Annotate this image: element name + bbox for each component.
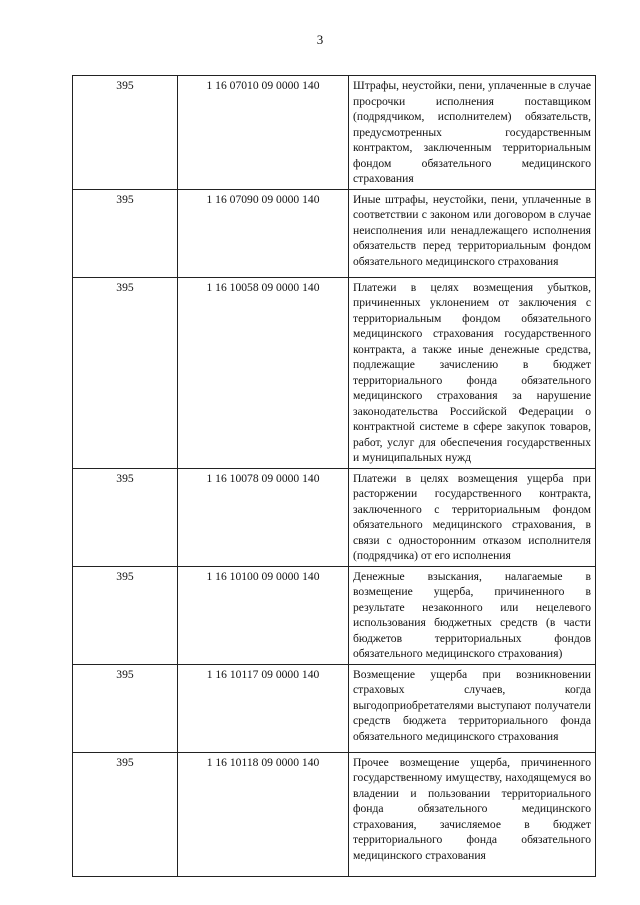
admin-code-cell: 395 bbox=[73, 189, 178, 277]
description-cell: Платежи в целях возмещения убытков, причиненных уклонением от заключения с территориальным фондом обязательного медицинского страхования государственного контракта, а также иные денежные средства, подлежащие зачислению в бюджет территориального фонда обязательного медицинского страхования за нарушение законодательства Российской Федерации о контрактной системе в сфере закупок товаров, работ, услуг для обеспечения государственных и муниципальных нужд bbox=[349, 277, 596, 468]
budget-code-cell: 1 16 10058 09 0000 140 bbox=[178, 277, 349, 468]
admin-code-cell: 395 bbox=[73, 664, 178, 752]
description-cell: Возмещение ущерба при возникновении страховых случаев, когда выгодоприобретателями выступают получатели средств бюджета территориального фонда обязательного медицинского страхования bbox=[349, 664, 596, 752]
description-cell: Прочее возмещение ущерба, причиненного государственному имуществу, находящемуся во владении и пользовании территориального фонда обязательного медицинского страхования, зачисляемое в бюджет территориального фонда обязательного медицинского страхования bbox=[349, 752, 596, 876]
table-row bbox=[73, 752, 596, 876]
description-cell: Штрафы, неустойки, пени, уплаченные в случае просрочки исполнения поставщиком (подрядчиком, исполнителем) обязательств, предусмотренных государственным контрактом, заключенным территориальным фондом обязательного медицинского страхования bbox=[349, 76, 596, 190]
revenue-codes-table bbox=[72, 75, 596, 877]
table-row bbox=[73, 468, 596, 566]
description-cell: Иные штрафы, неустойки, пени, уплаченные в соответствии с законом или договором в случае неисполнения или ненадлежащего исполнения обязательств перед территориальным фондом обязательного медицинского страхования bbox=[349, 189, 596, 277]
budget-code-cell: 1 16 10118 09 0000 140 bbox=[178, 752, 349, 876]
budget-code-cell: 1 16 07010 09 0000 140 bbox=[178, 76, 349, 190]
admin-code-cell: 395 bbox=[73, 76, 178, 190]
description-cell: Платежи в целях возмещения ущерба при расторжении государственного контракта, заключенного с территориальным фондом обязательного медицинского страхования, в связи с односторонним отказом исполнителя (подрядчика) от его исполнения bbox=[349, 468, 596, 566]
budget-code-cell: 1 16 10117 09 0000 140 bbox=[178, 664, 349, 752]
budget-code-cell: 1 16 10078 09 0000 140 bbox=[178, 468, 349, 566]
table-row bbox=[73, 277, 596, 468]
budget-code-cell: 1 16 10100 09 0000 140 bbox=[178, 566, 349, 664]
description-cell: Денежные взыскания, налагаемые в возмещение ущерба, причиненного в результате незаконного или нецелевого использования бюджетных средств (в части бюджетов территориальных фондов обязательного медицинского страхования) bbox=[349, 566, 596, 664]
admin-code-cell: 395 bbox=[73, 468, 178, 566]
table-row bbox=[73, 664, 596, 752]
budget-code-cell: 1 16 07090 09 0000 140 bbox=[178, 189, 349, 277]
admin-code-cell: 395 bbox=[73, 752, 178, 876]
table-row bbox=[73, 566, 596, 664]
admin-code-cell: 395 bbox=[73, 277, 178, 468]
table-row bbox=[73, 76, 596, 190]
admin-code-cell: 395 bbox=[73, 566, 178, 664]
page-number: 3 bbox=[316, 32, 324, 47]
table-row bbox=[73, 189, 596, 277]
